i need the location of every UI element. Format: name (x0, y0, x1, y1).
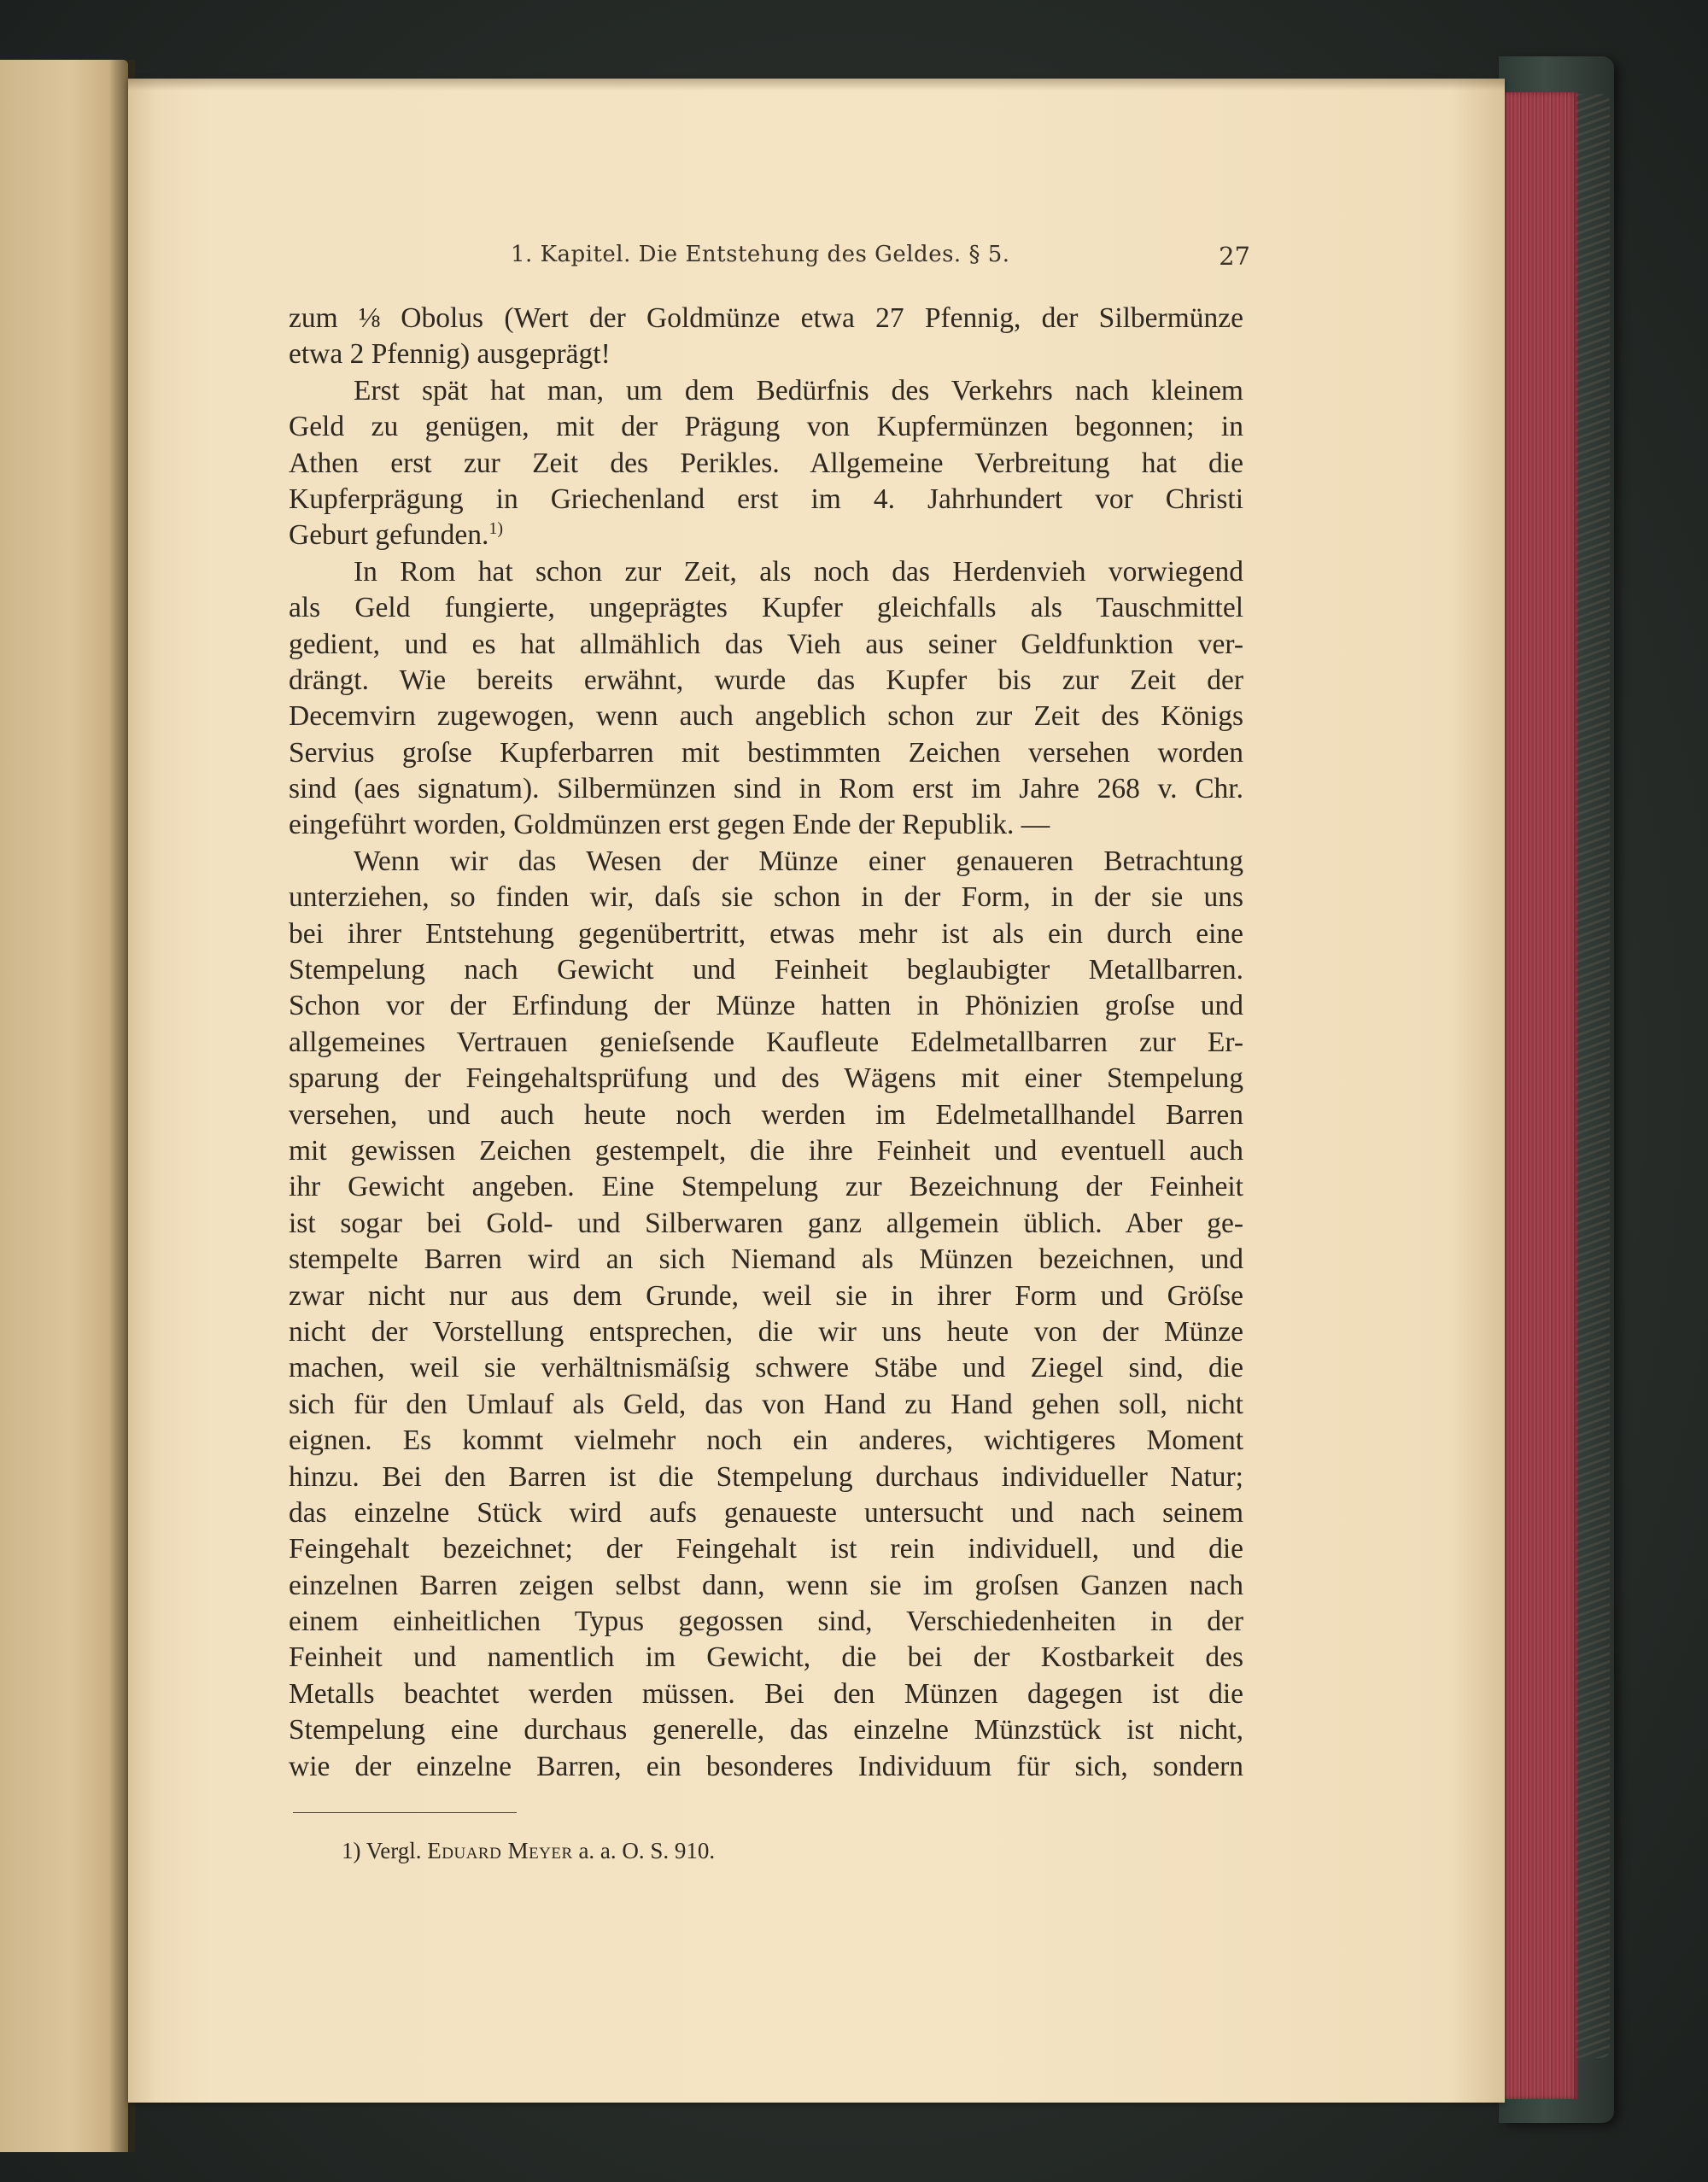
text-line: sich für den Umlauf als Geld, das von Hand zu Hand gehen soll, nicht (289, 1388, 1243, 1420)
text-line-with-footnote (289, 518, 1243, 553)
text-line: das einzelne Stück wird aufs genaueste untersucht und nach seinem (289, 1496, 1243, 1529)
text-line: bei ihrer Entstehung gegenübertritt, etwas mehr ist als ein durch eine (289, 917, 1243, 950)
page-block-edge (1505, 92, 1578, 2099)
page-top-shadow (128, 79, 1505, 91)
text-line: allgemeines Vertrauen genieſsende Kaufleute Edelmetallbarren zur Er- (289, 1026, 1243, 1058)
footnote-number: 1) (342, 1838, 361, 1863)
text-line: zwar nicht nur aus dem Grunde, weil sie in ihrer Form und Gröſse (289, 1279, 1243, 1312)
text-line: als Geld fungierte, ungeprägtes Kupfer gleichfalls als Tauschmittel (289, 592, 1243, 624)
text-line: ihr Gewicht angeben. Eine Stempelung zur Bezeichnung der Feinheit (289, 1171, 1243, 1203)
footnote-author: Eduard Meyer (427, 1838, 573, 1863)
text-line: zum ⅛ Obolus (Wert der Goldmünze etwa 27 Pfennig, der Silbermünze (289, 302, 1243, 334)
page-number: 27 (1219, 242, 1250, 271)
text-line: hinzu. Bei den Barren ist die Stempelung durchaus individueller Natur; (289, 1460, 1243, 1493)
body-text (289, 301, 1243, 1785)
text-line: Erst spät hat man, um dem Bedürfnis des Verkehrs nach kleinem (354, 374, 1243, 407)
text-line: Athen erst zur Zeit des Perikles. Allgemeine Verbreitung hat die (289, 447, 1243, 479)
cover-texture (1576, 94, 1610, 2058)
text-line: eignen. Es kommt vielmehr noch ein anderes, wichtigeres Moment (289, 1424, 1243, 1457)
text-line: einem einheitlichen Typus gegossen sind, Verschiedenheiten in der (289, 1606, 1243, 1638)
text-line: nicht der Vorstellung entsprechen, die wir uns heute von der Münze (289, 1315, 1243, 1348)
text-line: eingeführt worden, Goldmünzen erst gegen Ende der Republik. — (289, 809, 1050, 841)
footnote-prefix: Vergl. (366, 1838, 422, 1863)
footnote-rule (293, 1812, 517, 1813)
text-line: Stempelung eine durchaus generelle, das einzelne Münzstück ist nicht, (289, 1714, 1243, 1746)
text-line: machen, weil sie verhältnismäſsig schwere Stäbe und Ziegel sind, die (289, 1352, 1243, 1384)
text-line: sind (aes signatum). Silbermünzen sind in Rom erst im Jahre 268 v. Chr. (289, 773, 1243, 805)
text-line-content: Geburt gefunden. (289, 519, 489, 552)
text-line: In Rom hat schon zur Zeit, als noch das Herdenvieh vorwiegend (354, 555, 1243, 588)
footnote-reference: 1) (488, 519, 504, 539)
text-line: Feinheit und namentlich im Gewicht, die bei der Kostbarkeit des (289, 1641, 1243, 1674)
footnote (342, 1838, 1110, 1864)
text-line: drängt. Wie bereits erwähnt, wurde das Kupfer bis zur Zeit der (289, 664, 1243, 696)
text-line: Servius groſse Kupferbarren mit bestimmten Zeichen versehen worden (289, 736, 1243, 769)
text-line: einzelnen Barren zeigen selbst dann, wenn sie im groſsen Ganzen nach (289, 1569, 1243, 1601)
text-line: Metalls beachtet werden müssen. Bei den Münzen dagegen ist die (289, 1677, 1243, 1710)
text-line: Wenn wir das Wesen der Münze einer genaueren Betrachtung (354, 845, 1243, 877)
text-line: Decemvirn zugewogen, wenn auch angeblich schon zur Zeit des Königs (289, 700, 1243, 733)
text-line: versehen, und auch heute noch werden im Edelmetallhandel Barren (289, 1098, 1243, 1131)
text-line: Kupferprägung in Griechenland erst im 4. Jahrhundert vor Christi (289, 483, 1243, 515)
running-head: 1. Kapitel. Die Entstehung des Geldes. § 5. (511, 242, 1010, 267)
text-line: stempelte Barren wird an sich Niemand als Münzen bezeichnen, und (289, 1243, 1243, 1276)
text-line: ist sogar bei Gold- und Silberwaren ganz allgemein üblich. Aber ge- (289, 1207, 1243, 1239)
footnote-reference-text: a. a. O. S. 910. (578, 1838, 716, 1863)
text-line: Feingehalt bezeichnet; der Feingehalt ist rein individuell, und die (289, 1533, 1243, 1565)
text-line: Stempelung nach Gewicht und Feinheit beglaubigter Metallbarren. (289, 954, 1243, 986)
text-line: gedient, und es hat allmählich das Vieh aus seiner Geldfunktion ver- (289, 628, 1243, 660)
text-line: Geld zu genügen, mit der Prägung von Kupfermünzen begonnen; in (289, 411, 1243, 443)
text-line: wie der einzelne Barren, ein besonderes Individuum für sich, sondern (289, 1750, 1243, 1782)
text-line: sparung der Feingehaltsprüfung und des Wägens mit einer Stempelung (289, 1062, 1243, 1095)
text-line: Schon vor der Erfindung der Münze hatten in Phönizien groſse und (289, 990, 1243, 1022)
text-line: mit gewissen Zeichen gestempelt, die ihre Feinheit und eventuell auch (289, 1134, 1243, 1167)
text-line: unterziehen, so finden wir, daſs sie schon in der Form, in der sie uns (289, 881, 1243, 914)
text-line: etwa 2 Pfennig) ausgeprägt! (289, 338, 611, 371)
